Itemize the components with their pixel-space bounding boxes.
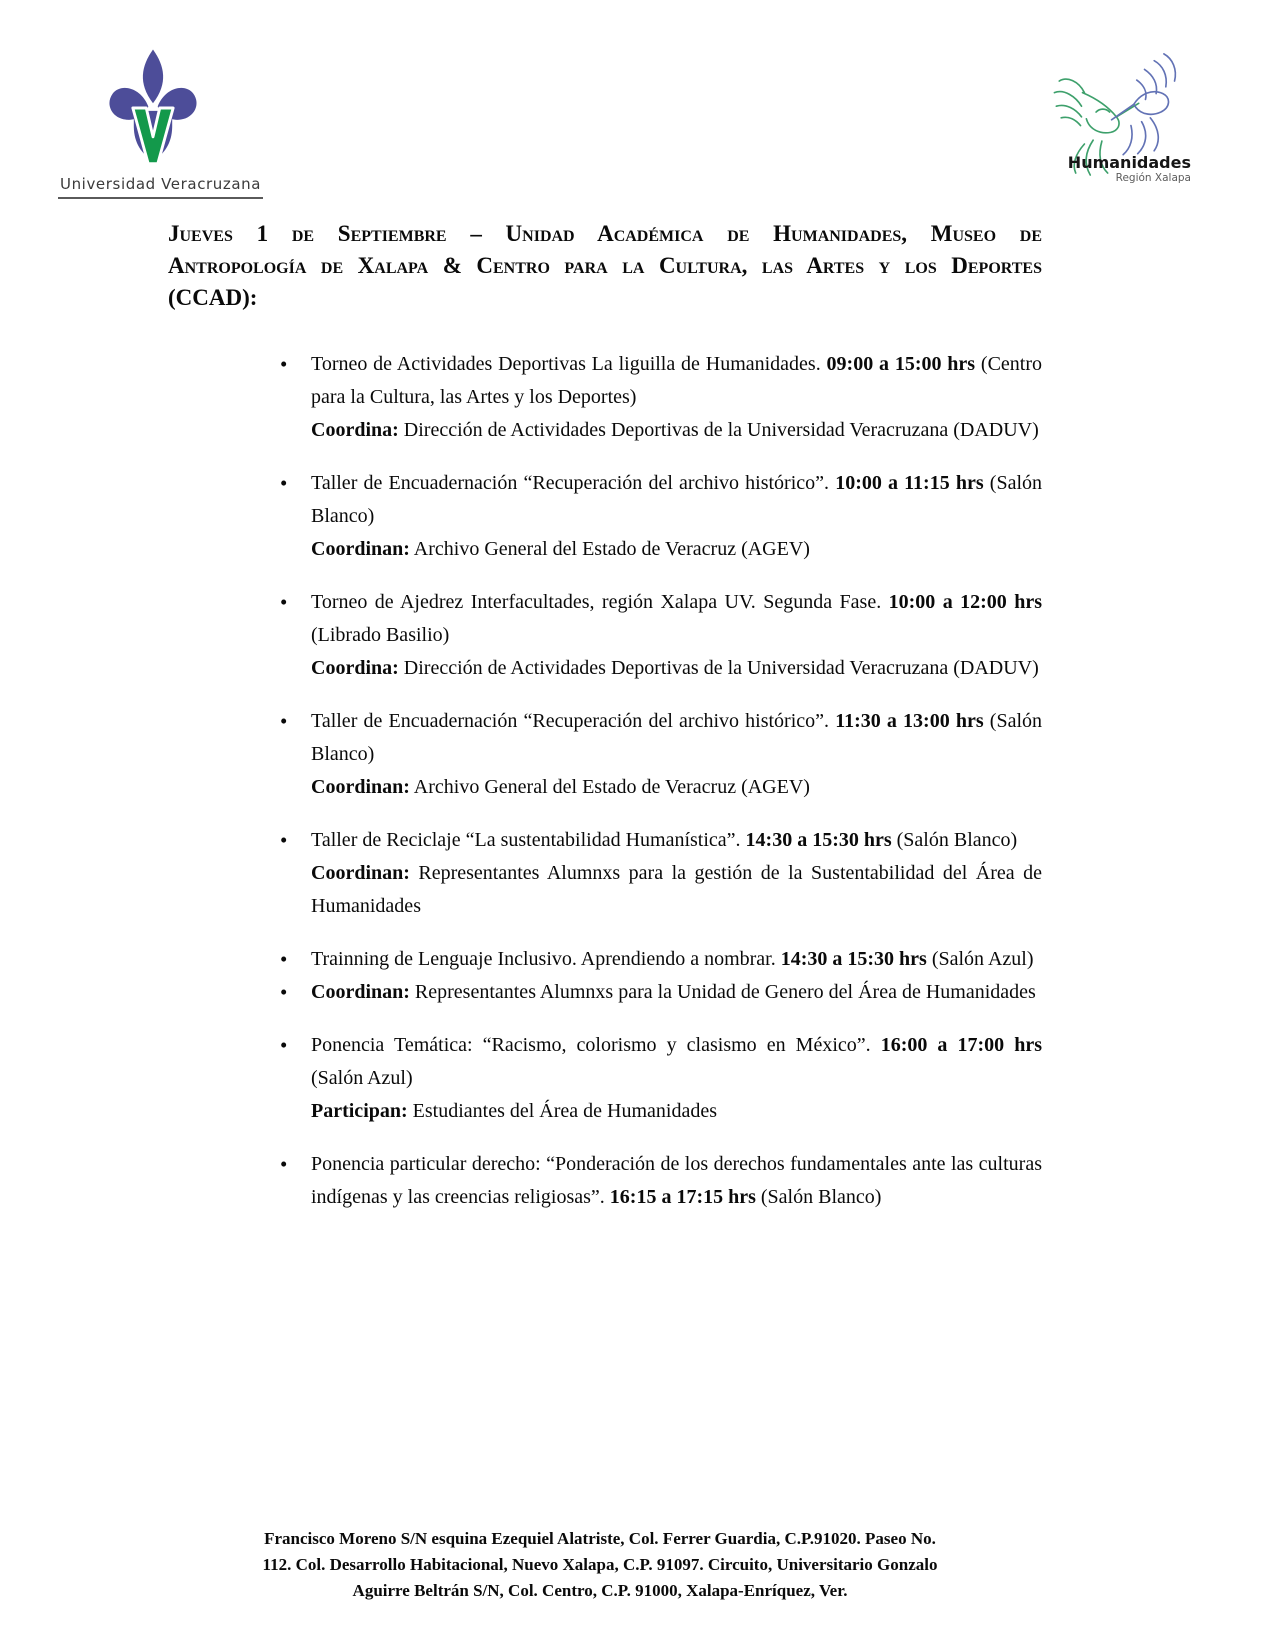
event-text-run: Ponencia Temática: “Racismo, colorismo y clasismo en México”.	[311, 1034, 881, 1056]
event-paragraph	[311, 1029, 1042, 1095]
event-paragraph	[311, 414, 1042, 447]
event-bold-run: Coordina:	[311, 419, 399, 441]
footer-address-line: 112. Col. Desarrollo Habitacional, Nuevo Xalapa, C.P. 91097. Circuito, Universitario Gonzalo	[262, 1555, 938, 1574]
humanidades-logo	[1036, 48, 1191, 184]
page-title-line: Jueves 1 de Septiembre – Unidad Académica de Humanidades, Museo de	[168, 221, 1042, 246]
event-item	[278, 1148, 1042, 1214]
page-title-line: Antropología de Xalapa & Centro para la Cultura, las Artes y los Deportes	[168, 253, 1042, 278]
event-text-run: (Salón Azul)	[311, 1067, 413, 1089]
event-text-run: (Salón Blanco)	[891, 829, 1018, 851]
event-text-run: Archivo General del Estado de Veracruz (AGEV)	[409, 538, 810, 560]
footer-address	[160, 1526, 1040, 1604]
event-paragraph	[311, 1095, 1042, 1128]
event-bold-run: 16:00 a 17:00 hrs	[880, 1034, 1042, 1056]
event-item	[278, 976, 1042, 1009]
event-bold-run: 09:00 a 15:00 hrs	[826, 353, 976, 375]
events-list	[278, 348, 1042, 1234]
uv-logo-label: Universidad Veracruzana	[58, 175, 263, 199]
event-text-run: (Salón Blanco)	[311, 472, 1043, 527]
event-item	[278, 467, 1042, 566]
event-bold-run: Participan:	[311, 1100, 408, 1122]
event-paragraph	[311, 586, 1042, 652]
event-bold-run: 10:00 a 12:00 hrs	[888, 591, 1042, 613]
event-paragraph	[311, 943, 1042, 976]
event-item	[278, 824, 1042, 923]
page-title-line: (CCAD):	[168, 285, 258, 310]
event-paragraph	[311, 771, 1042, 804]
event-item	[278, 1029, 1042, 1128]
event-item	[278, 705, 1042, 804]
event-text-run: Taller de Encuadernación “Recuperación del archivo histórico”.	[311, 710, 836, 732]
event-bold-run: 10:00 a 11:15 hrs	[835, 472, 984, 494]
event-item	[278, 586, 1042, 685]
event-text-run: (Salón Blanco)	[311, 710, 1043, 765]
event-text-run: Archivo General del Estado de Veracruz (AGEV)	[409, 776, 810, 798]
event-paragraph	[311, 1148, 1042, 1214]
event-bold-run: 14:30 a 15:30 hrs	[745, 829, 892, 851]
event-item	[278, 348, 1042, 447]
event-paragraph	[311, 857, 1042, 923]
event-text-run: Dirección de Actividades Deportivas de la Universidad Veracruzana (DADUV)	[398, 657, 1039, 679]
event-text-run: Torneo de Ajedrez Interfacultades, región Xalapa UV. Segunda Fase.	[311, 591, 889, 613]
event-text-run: (Librado Basilio)	[311, 624, 450, 646]
event-text-run: Dirección de Actividades Deportivas de la Universidad Veracruzana (DADUV)	[398, 419, 1039, 441]
footer-address-line: Aguirre Beltrán S/N, Col. Centro, C.P. 91000, Xalapa-Enríquez, Ver.	[352, 1581, 848, 1600]
event-item	[278, 943, 1042, 976]
event-paragraph	[311, 533, 1042, 566]
event-paragraph	[311, 705, 1042, 771]
event-text-run: Representantes Alumnxs para la gestión de la Sustentabilidad del Área de Humanidades	[311, 862, 1042, 917]
humanidades-logo-title: Humanidades	[1067, 153, 1191, 172]
event-bold-run: Coordinan:	[311, 538, 410, 560]
event-bold-run: 16:15 a 17:15 hrs	[609, 1186, 756, 1208]
event-bold-run: Coordina:	[311, 657, 399, 679]
event-paragraph	[311, 824, 1042, 857]
event-text-run: Ponencia particular derecho: “Ponderación de los derechos fundamentales ante las culturas indígenas y las creencias religiosas”.	[311, 1153, 1042, 1208]
event-bold-run: 11:30 a 13:00 hrs	[835, 710, 984, 732]
event-text-run: Estudiantes del Área de Humanidades	[407, 1100, 718, 1122]
event-paragraph	[311, 348, 1042, 414]
event-bold-run: 14:30 a 15:30 hrs	[780, 948, 927, 970]
event-text-run: Torneo de Actividades Deportivas La liguilla de Humanidades.	[311, 353, 827, 375]
uv-logo	[58, 48, 262, 199]
uv-fleur-de-lis-icon	[105, 48, 201, 168]
event-paragraph	[311, 652, 1042, 685]
event-text-run: Trainning de Lenguaje Inclusivo. Aprendiendo a nombrar.	[311, 948, 781, 970]
event-bold-run: Coordinan:	[311, 776, 410, 798]
event-bold-run: Coordinan:	[311, 862, 410, 884]
humanidades-logo-subtitle: Región Xalapa	[1115, 171, 1191, 184]
event-text-run: Taller de Encuadernación “Recuperación del archivo histórico”.	[311, 472, 836, 494]
event-text-run: Taller de Reciclaje “La sustentabilidad Humanística”.	[311, 829, 746, 851]
event-text-run: (Centro para la Cultura, las Artes y los Deportes)	[311, 353, 1043, 408]
event-text-run: (Salón Azul)	[926, 948, 1034, 970]
event-paragraph	[311, 467, 1042, 533]
footer-address-line: Francisco Moreno S/N esquina Ezequiel Alatriste, Col. Ferrer Guardia, C.P.91020. Paseo No.	[264, 1529, 936, 1548]
event-text-run: (Salón Blanco)	[755, 1186, 882, 1208]
event-bold-run: Coordinan:	[311, 981, 410, 1003]
event-paragraph	[311, 976, 1042, 1009]
page-title	[168, 218, 1042, 314]
event-text-run: Representantes Alumnxs para la Unidad de Genero del Área de Humanidades	[409, 981, 1036, 1003]
